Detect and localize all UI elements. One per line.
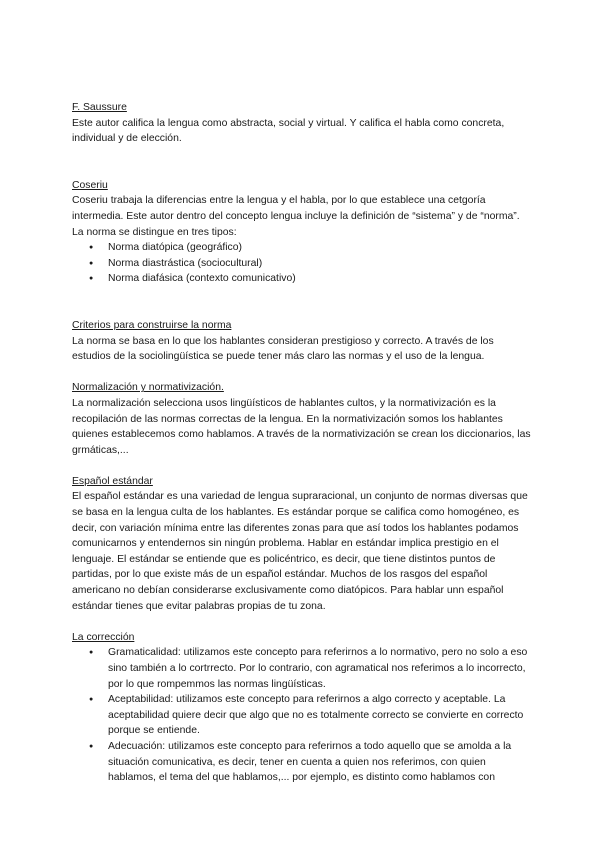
normalizacion-paragraph: La normalización selecciona usos lingüísticos de hablantes cultos, y la normativización es la recopilación de las normas correctas de la lengua. En la normativización somos los hablantes quienes establecemos como hablamos. A través de la normativización se crean los diccionarios, las grmáticas,...	[72, 397, 531, 456]
criterios-paragraph: La norma se basa en lo que los hablantes consideran prestigioso y correcto. A través de los estudios de la sociolingüística se puede tener más claro las normas y el uso de la lengua.	[72, 335, 494, 363]
norma-types-list	[72, 240, 532, 287]
section-heading-correccion: La corrección	[72, 631, 135, 643]
coseriu-intro: La norma se distingue en tres tipos:	[72, 226, 237, 238]
document-body	[72, 100, 532, 786]
espanol-estandar-paragraph: El español estándar es una variedad de lengua supraracional, un conjunto de normas diversas que se basa en la lengua culta de los hablantes. Es estándar porque se califica como homogéneo, es decir, con variación mínima entre las diferentes zonas para que así todos los hablantes podamos comunicarnos y entendernos sin ningún problema. Hablar en estándar implica prestigio en el lenguaje. El estándar se entiende que es policéntrico, es decir, que tiene distintos puntos de partidas, por lo que existe más de un español estándar. Muchos de los rasgos del español americano no debían considerarse exclusivamente como diatópicos. Para hablar unn español estándar tienes que evitar palabras propias de tu zona.	[72, 491, 528, 612]
section-heading-criterios: Criterios para construirse la norma	[72, 319, 232, 331]
saussure-paragraph: Este autor califica la lengua como abstracta, social y virtual. Y califica el habla como concreta, individual y de elección.	[72, 117, 505, 145]
list-item: ● Aceptabilidad: utilizamos este concepto para referirnos a algo correcto y aceptable. La aceptabilidad quiere decir que algo que no es totalmente correcto se convierte en correcto porque se entiende.	[108, 692, 532, 739]
list-item: ● Norma diatópica (geográfico)	[108, 240, 532, 256]
section-heading-espanol-estandar: Español estándar	[72, 475, 153, 487]
section-heading-saussure: F. Saussure	[72, 102, 127, 113]
section-heading-coseriu: Coseriu	[72, 179, 108, 191]
list-item: ● Norma diafásica (contexto comunicativo)	[108, 271, 532, 287]
section-heading-normalizacion: Normalización y normativización.	[72, 382, 224, 394]
list-item: ● Adecuación: utilizamos este concepto para referirnos a todo aquello que se amolda a la situación comunicativa, es decir, tener en cuenta a quien nos referimos, con quien hablamos, el tema del que hablamos,... por ejemplo, es distinto como hablamos con	[108, 739, 532, 786]
coseriu-paragraph: Coseriu trabaja la diferencias entre la lengua y el habla, por lo que establece una cetgoría intermedia. Este autor dentro del concepto lengua incluye la definición de “sistema” y de “norma”.	[72, 195, 520, 222]
list-item: ● Gramaticalidad: utilizamos este concepto para referirnos a lo normativo, pero no solo a eso sino también a lo cortrrecto. Por lo contrario, con agramatical nos referimos a lo incorrecto, por lo que rompemmos las normas lingüísticas.	[108, 645, 532, 692]
list-item: ● Norma diastrástica (sociocultural)	[108, 256, 532, 272]
correccion-list	[72, 645, 532, 785]
